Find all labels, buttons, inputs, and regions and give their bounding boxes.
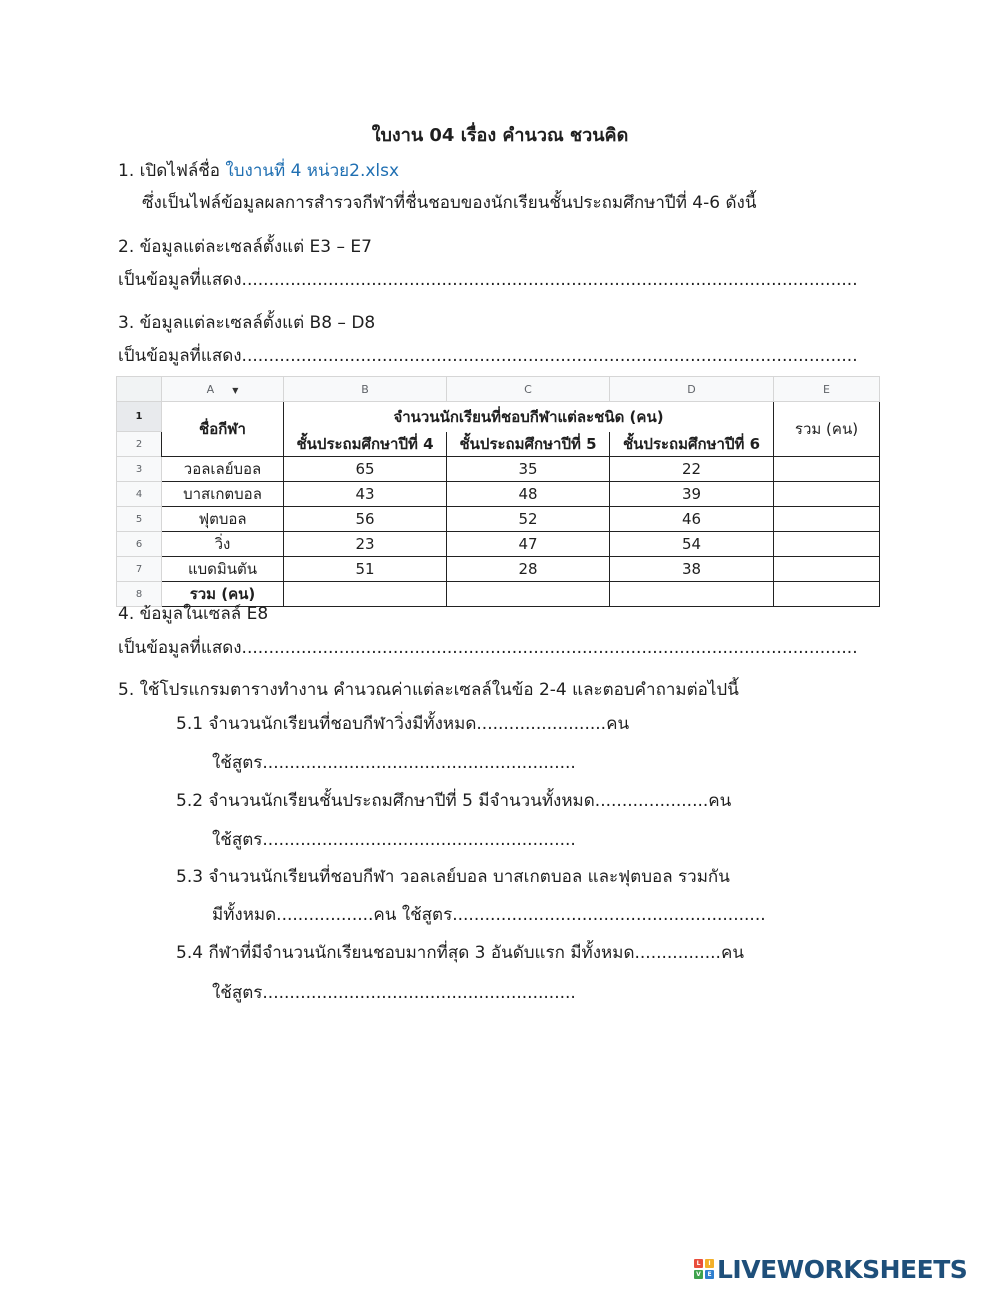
- grade-header-cell[interactable]: ชั้นประถมศึกษาปีที่ 5: [447, 432, 610, 457]
- row-number[interactable]: 8: [117, 582, 162, 607]
- q5-2-question[interactable]: 5.2 จำนวนนักเรียนชั้นประถมศึกษาปีที่ 5 มีจำนวนทั้งหมด.....................คน: [176, 791, 732, 811]
- column-header-row: [117, 377, 880, 402]
- q4-question: 4. ข้อมูลในเซลล์ E8: [118, 604, 269, 624]
- row-number[interactable]: 6: [117, 532, 162, 557]
- total-cell[interactable]: [774, 557, 880, 582]
- q3-question: 3. ข้อมูลแต่ละเซลล์ตั้งแต่ B8 – D8: [118, 313, 376, 333]
- logo-letter: E: [705, 1270, 714, 1279]
- value-cell[interactable]: 39: [610, 482, 774, 507]
- value-cell[interactable]: 56: [284, 507, 447, 532]
- sport-cell[interactable]: วิ่ง: [162, 532, 284, 557]
- logo-grid-icon: [694, 1259, 714, 1279]
- value-cell[interactable]: 43: [284, 482, 447, 507]
- value-cell[interactable]: 54: [610, 532, 774, 557]
- total-cell[interactable]: [774, 582, 880, 607]
- row-number[interactable]: 7: [117, 557, 162, 582]
- value-cell[interactable]: 23: [284, 532, 447, 557]
- q3-answer-line[interactable]: เป็นข้อมูลที่แสดง..................................................................................................................: [118, 346, 858, 366]
- value-cell[interactable]: 51: [284, 557, 447, 582]
- value-cell[interactable]: 65: [284, 457, 447, 482]
- value-cell[interactable]: 22: [610, 457, 774, 482]
- column-header-b[interactable]: B: [284, 377, 447, 402]
- value-cell[interactable]: 48: [447, 482, 610, 507]
- total-cell[interactable]: [284, 582, 447, 607]
- total-cell[interactable]: [447, 582, 610, 607]
- total-label-cell[interactable]: รวม (คน): [162, 582, 284, 607]
- sport-cell[interactable]: บาสเกตบอล: [162, 482, 284, 507]
- q2-question: 2. ข้อมูลแต่ละเซลล์ตั้งแต่ E3 – E7: [118, 237, 372, 257]
- value-cell[interactable]: 38: [610, 557, 774, 582]
- table-row: [117, 482, 880, 507]
- q5-1-formula-line[interactable]: ใช้สูตร..........................................................: [212, 753, 576, 773]
- file-link[interactable]: ใบงานที่ 4 หน่วย2.xlsx: [225, 161, 400, 181]
- worksheet-title: ใบงาน 04 เรื่อง คำนวณ ชวนคิด: [371, 125, 629, 146]
- logo-letter: I: [705, 1259, 714, 1268]
- table-row: [117, 532, 880, 557]
- column-header-c[interactable]: C: [447, 377, 610, 402]
- q1-description: ซึ่งเป็นไฟล์ข้อมูลผลการสำรวจกีฬาที่ชื่นชอบของนักเรียนชั้นประถมศึกษาปีที่ 4-6 ดังนี้: [142, 193, 757, 213]
- logo-letter: L: [694, 1259, 703, 1268]
- grade-header-cell[interactable]: ชั้นประถมศึกษาปีที่ 6: [610, 432, 774, 457]
- total-cell[interactable]: [774, 507, 880, 532]
- dropdown-arrow-icon[interactable]: ▼: [232, 385, 239, 395]
- spreadsheet-table: [116, 376, 879, 603]
- value-cell[interactable]: 28: [447, 557, 610, 582]
- q4-answer-line[interactable]: เป็นข้อมูลที่แสดง..................................................................................................................: [118, 638, 858, 658]
- q5-4-question[interactable]: 5.4 กีฬาที่มีจำนวนนักเรียนชอบมากที่สุด 3 อันดับแรก มีทั้งหมด................คน: [176, 943, 744, 963]
- sport-cell[interactable]: วอลเลย์บอล: [162, 457, 284, 482]
- table-row: [117, 557, 880, 582]
- row-number[interactable]: 5: [117, 507, 162, 532]
- q1-line: [118, 160, 399, 182]
- value-cell[interactable]: 52: [447, 507, 610, 532]
- logo-letter: V: [694, 1270, 703, 1279]
- total-cell[interactable]: [610, 582, 774, 607]
- header-sport-cell[interactable]: ชื่อกีฬา: [162, 402, 284, 457]
- q1-prefix: 1. เปิดไฟล์ชื่อ: [118, 161, 226, 181]
- header-total-cell[interactable]: รวม (คน): [774, 402, 880, 457]
- column-header-a[interactable]: A ▼: [162, 377, 284, 402]
- row-number[interactable]: 2: [117, 432, 162, 457]
- total-cell[interactable]: [774, 532, 880, 557]
- q5-3-answer-line[interactable]: มีทั้งหมด..................คน ใช้สูตร..........................................................: [212, 905, 766, 925]
- value-cell[interactable]: 35: [447, 457, 610, 482]
- liveworksheets-logo: [694, 1254, 967, 1284]
- q5-2-formula-line[interactable]: ใช้สูตร..........................................................: [212, 830, 576, 850]
- q2-answer-line[interactable]: เป็นข้อมูลที่แสดง..................................................................................................................: [118, 270, 858, 290]
- grade-header-cell[interactable]: ชั้นประถมศึกษาปีที่ 4: [284, 432, 447, 457]
- table-row: [117, 402, 880, 432]
- column-header-d[interactable]: D: [610, 377, 774, 402]
- q5-question: 5. ใช้โปรแกรมตารางทำงาน คำนวณค่าแต่ละเซลล์ในข้อ 2-4 และตอบคำถามต่อไปนี้: [118, 680, 739, 700]
- sheet-corner[interactable]: [117, 377, 162, 402]
- row-number[interactable]: 4: [117, 482, 162, 507]
- table-row: [117, 457, 880, 482]
- total-cell[interactable]: [774, 457, 880, 482]
- value-cell[interactable]: 46: [610, 507, 774, 532]
- total-cell[interactable]: [774, 482, 880, 507]
- column-header-e[interactable]: E: [774, 377, 880, 402]
- q5-1-question[interactable]: 5.1 จำนวนนักเรียนที่ชอบกีฬาวิ่งมีทั้งหมด........................คน: [176, 714, 630, 734]
- logo-text: LIVEWORKSHEETS: [717, 1254, 968, 1284]
- sport-cell[interactable]: ฟุตบอล: [162, 507, 284, 532]
- header-group-cell[interactable]: จำนวนนักเรียนที่ชอบกีฬาแต่ละชนิด (คน): [284, 402, 774, 432]
- sport-cell[interactable]: แบดมินตัน: [162, 557, 284, 582]
- table-row: [117, 507, 880, 532]
- q5-4-formula-line[interactable]: ใช้สูตร..........................................................: [212, 983, 576, 1003]
- q5-3-question: 5.3 จำนวนนักเรียนที่ชอบกีฬา วอลเลย์บอล บาสเกตบอล และฟุตบอล รวมกัน: [176, 867, 730, 887]
- row-number[interactable]: 3: [117, 457, 162, 482]
- value-cell[interactable]: 47: [447, 532, 610, 557]
- row-number[interactable]: 1: [117, 402, 162, 432]
